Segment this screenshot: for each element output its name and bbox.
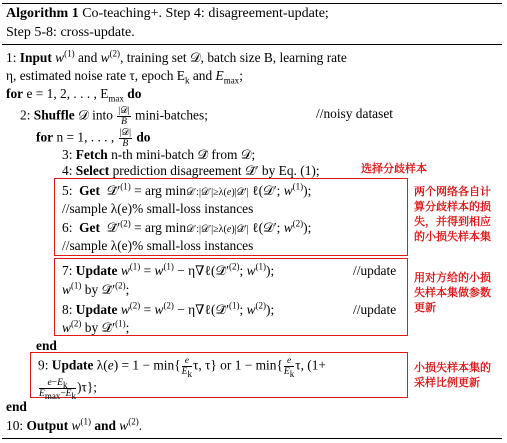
step-1-cont: η, estimated noise rate τ, epoch $E_k$ and $E_{max}$;	[6, 68, 243, 86]
caption-label: Algorithm 1	[6, 6, 79, 21]
step-7-comment: //update	[353, 263, 397, 278]
algorithm-caption-line2: Step 5-8: cross-update.	[6, 25, 135, 40]
top-rule	[2, 3, 502, 4]
step-9: 9: Update λ(e) = 1 − min{ $\frac{e}{E_k}$ τ, τ} or 1 − min{ $\frac{e}{E_k}$ τ, (1+	[38, 356, 326, 379]
bottom-rule	[2, 438, 502, 439]
step-2: 2: Shuffle 𝒟 into $\frac{\text{|𝒟|}}{B}$ mini-batches;	[20, 106, 208, 127]
caption-text: Co-teaching+. Step 4: disagreement-update;	[78, 6, 329, 21]
end-for-epoch: end	[6, 399, 27, 414]
algorithm-caption	[6, 6, 329, 22]
step-10: 10: Output $w^{(1)}$ and $w^{(2)}$.	[6, 416, 143, 433]
annotation-select-disagreement: 选择分歧样本	[361, 162, 427, 175]
step-4: 4: Select prediction disagreement 𝒟̄′ by Eq. (1);	[62, 163, 320, 178]
annotation-lambda-update: 小损失样本集的 采样比例更新	[414, 361, 491, 389]
step-7-cont: $w^{(1)}$ by $𝒟̄'^{(2)}$;	[62, 280, 130, 297]
step-9-cont: $\frac{e-E_k}{E_{max}-E_k}$ )τ};	[39, 378, 97, 401]
step-5: 5: Get $𝒟̄'^{(1)}$ = arg min𝒟′:|𝒟′|≥λ(e)|𝒟̄′| ℓ(𝒟′; $w^{(1)}$);	[62, 181, 312, 198]
step-3: 3: Fetch n-th mini-batch 𝒟̄ from 𝒟;	[62, 147, 256, 162]
step-7: 7: Update $w^{(1)} = w^{(1)}$ − $\eta\nabla\ell(𝒟̄'^{(2)}$; $w^{(1)}$);	[62, 261, 275, 278]
caption-rule	[2, 44, 502, 45]
annotation-compute-loss: 两个网络各自计 算分歧样本的损 失，并得到相应 的小损失样本集	[414, 185, 491, 243]
step-8: 8: Update $w^{(2)} = w^{(2)}$ − $\eta\nabla\ell(𝒟̄'^{(1)}$; $w^{(2)}$);	[62, 300, 275, 317]
step-1: 1: Input $w^{(1)}$ and $w^{(2)}$, training set 𝒟, batch size B, learning rate	[6, 48, 347, 65]
for-batch: for n = 1, . . . , $\frac{\text{|𝒟|}}{B}$ do	[36, 128, 151, 149]
step-2-comment: //noisy dataset	[316, 106, 393, 121]
step-8-comment: //update	[353, 302, 397, 317]
for-epoch: for e = 1, 2, . . . , $E_{max}$ do	[6, 86, 142, 104]
step-8-cont: $w^{(2)}$ by $𝒟̄'^{(1)}$;	[62, 318, 130, 335]
annotation-cross-update: 用对方给的小损 失样本集做参数 更新	[414, 271, 491, 314]
step-6-comment: //sample λ(e)% small-loss instances	[62, 238, 254, 253]
end-for-batch: end	[36, 338, 57, 353]
step-5-comment: //sample λ(e)% small-loss instances	[62, 201, 254, 216]
step-6: 6: Get $𝒟̄'^{(2)}$ = arg min𝒟′:|𝒟′|≥λ(e)|𝒟̄′| ℓ(𝒟′; $w^{(2)}$);	[62, 218, 312, 235]
